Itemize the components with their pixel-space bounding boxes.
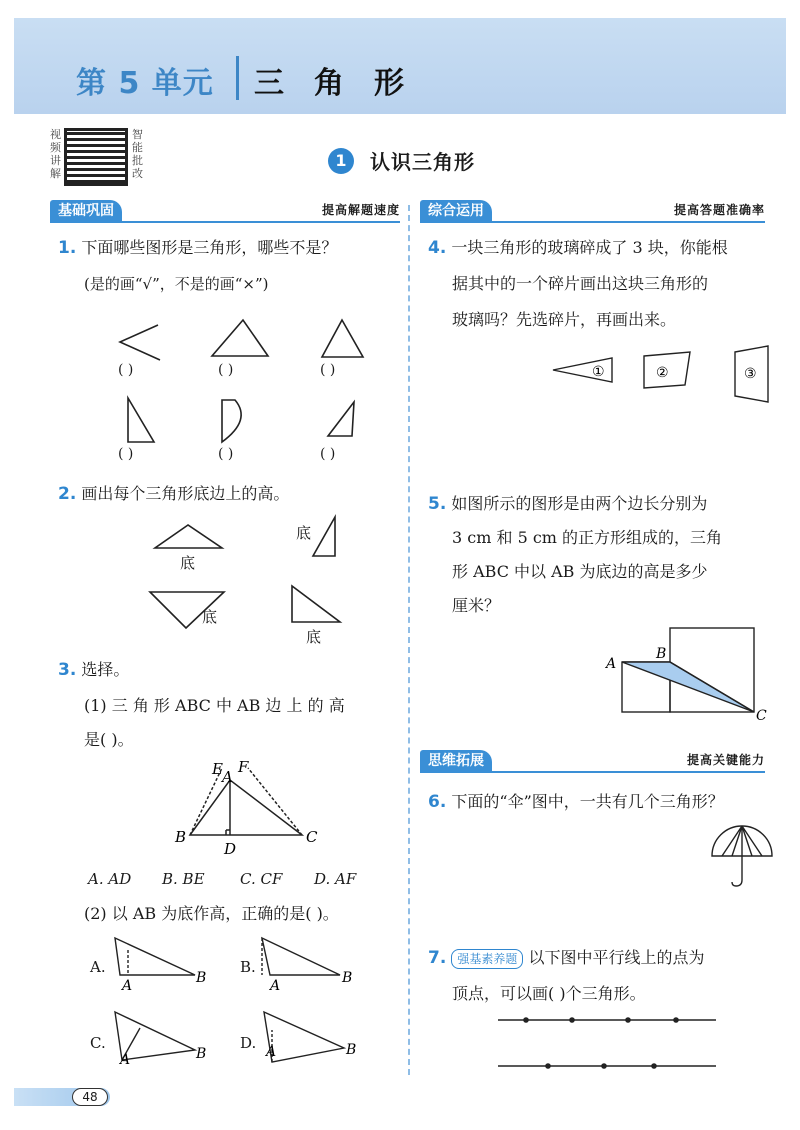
question-6-text: 下面的“伞”图中，一共有几个三角形？ xyxy=(451,792,724,811)
question-7-text: 以下图中平行线上的点为 xyxy=(528,948,705,967)
question-3-part2: (2) 以 AB 为底作高，正确的是( )。 xyxy=(84,904,339,923)
label-b: B xyxy=(346,1042,357,1058)
section-basic-tag: 基础巩固 xyxy=(50,200,122,222)
question-3-part1: (1) 三 角 形 ABC 中 AB 边 上 的 高 xyxy=(84,696,345,715)
point-f-label: F xyxy=(238,758,249,776)
q1-answer-5[interactable]: ( ) xyxy=(218,446,234,462)
q3-2-option-c[interactable]: C. xyxy=(90,1034,106,1052)
question-6-number: 6. xyxy=(428,792,447,812)
point-d-label: D xyxy=(224,840,237,858)
label-b: B xyxy=(342,970,353,986)
point-c-label: C xyxy=(756,708,767,724)
q1-answer-3[interactable]: ( ) xyxy=(320,362,336,378)
base-label: 底 xyxy=(180,554,196,572)
piece-3-label: ③ xyxy=(744,366,757,382)
unit-label: 第 5 单元 xyxy=(76,66,214,101)
qr-right-label: 智能批改 xyxy=(132,128,143,180)
point-a-label: A xyxy=(606,656,617,672)
q1-answer-6[interactable]: ( ) xyxy=(320,446,336,462)
question-5-line-2: 3 cm 和 5 cm 的正方形组成的，三角 xyxy=(452,528,723,547)
q3-2-option-b[interactable]: B. xyxy=(240,958,256,976)
piece-1-label: ① xyxy=(592,364,605,380)
section-basic-note: 提高解题速度 xyxy=(321,203,400,217)
question-4-line-1: 一块三角形的玻璃碎成了 3 块，你能根 xyxy=(451,238,728,257)
lesson-number: 1 xyxy=(328,148,354,174)
piece-2-label: ② xyxy=(656,365,669,381)
question-1-number: 1. xyxy=(58,238,77,258)
section-apply-note: 提高答题准确率 xyxy=(673,203,765,217)
question-5-line-4: 厘米？ xyxy=(452,596,501,615)
q3-2-option-a[interactable]: A. xyxy=(90,958,106,976)
q1-answer-2[interactable]: ( ) xyxy=(218,362,234,378)
label-a: A xyxy=(120,1052,131,1068)
question-3-number: 3. xyxy=(58,660,77,680)
q3-option-d[interactable]: D. AF xyxy=(314,870,357,888)
question-4-number: 4. xyxy=(428,238,447,258)
base-label: 底 xyxy=(306,628,322,646)
question-4-line-2: 据其中的一个碎片画出这块三角形的 xyxy=(452,274,709,293)
q1-answer-1[interactable]: ( ) xyxy=(118,362,134,378)
label-b: B xyxy=(196,1046,207,1062)
label-b: B xyxy=(196,970,207,986)
q3-option-b[interactable]: B. BE xyxy=(162,870,205,888)
vertex-a-label: A xyxy=(222,768,233,786)
q3-2-option-d[interactable]: D. xyxy=(240,1034,257,1052)
question-4-line-3: 玻璃吗？先选碎片，再画出来。 xyxy=(452,310,677,329)
question-1-hint: (是的画“√”，不是的画“×”) xyxy=(84,275,269,293)
question-1-text: 下面哪些图形是三角形，哪些不是？ xyxy=(81,238,338,257)
question-5-line-1: 如图所示的图形是由两个边长分别为 xyxy=(451,494,708,513)
question-5-line-3: 形 ABC 中以 AB 为底边的高是多少 xyxy=(452,562,708,581)
qr-left-label: 视频讲解 xyxy=(50,128,61,180)
section-apply-tag: 综合运用 xyxy=(420,200,492,222)
question-7-number: 7. xyxy=(428,948,447,968)
label-a: A xyxy=(266,1044,277,1060)
question-2-number: 2. xyxy=(58,484,77,504)
lesson-name: 认识三角形 xyxy=(370,150,475,174)
q3-option-a[interactable]: A. AD xyxy=(88,870,132,888)
unit-title: 三角形 xyxy=(254,66,434,101)
page-number: 48 xyxy=(72,1088,108,1106)
question-3-text: 选择。 xyxy=(81,660,130,679)
question-7-text-2: 顶点，可以画( )个三角形。 xyxy=(452,984,646,1003)
vertex-c-label: C xyxy=(306,828,318,846)
question-3-part1-answer[interactable]: 是( )。 xyxy=(84,730,134,749)
section-think-note: 提高关键能力 xyxy=(686,753,765,767)
point-b-label: B xyxy=(656,646,667,662)
vertex-b-label: B xyxy=(175,828,187,846)
base-label: 底 xyxy=(296,524,312,542)
section-think-tag: 思维拓展 xyxy=(420,750,492,772)
base-label: 底 xyxy=(202,608,218,626)
q1-answer-4[interactable]: ( ) xyxy=(118,446,134,462)
question-5-number: 5. xyxy=(428,494,447,514)
question-2-text: 画出每个三角形底边上的高。 xyxy=(81,484,290,503)
point-e-label: E xyxy=(212,760,223,778)
label-a: A xyxy=(122,978,133,994)
question-7-badge: 强基素养题 xyxy=(451,949,523,969)
q3-option-c[interactable]: C. CF xyxy=(240,870,283,888)
page-number-tab xyxy=(14,1088,110,1106)
label-a: A xyxy=(270,978,281,994)
